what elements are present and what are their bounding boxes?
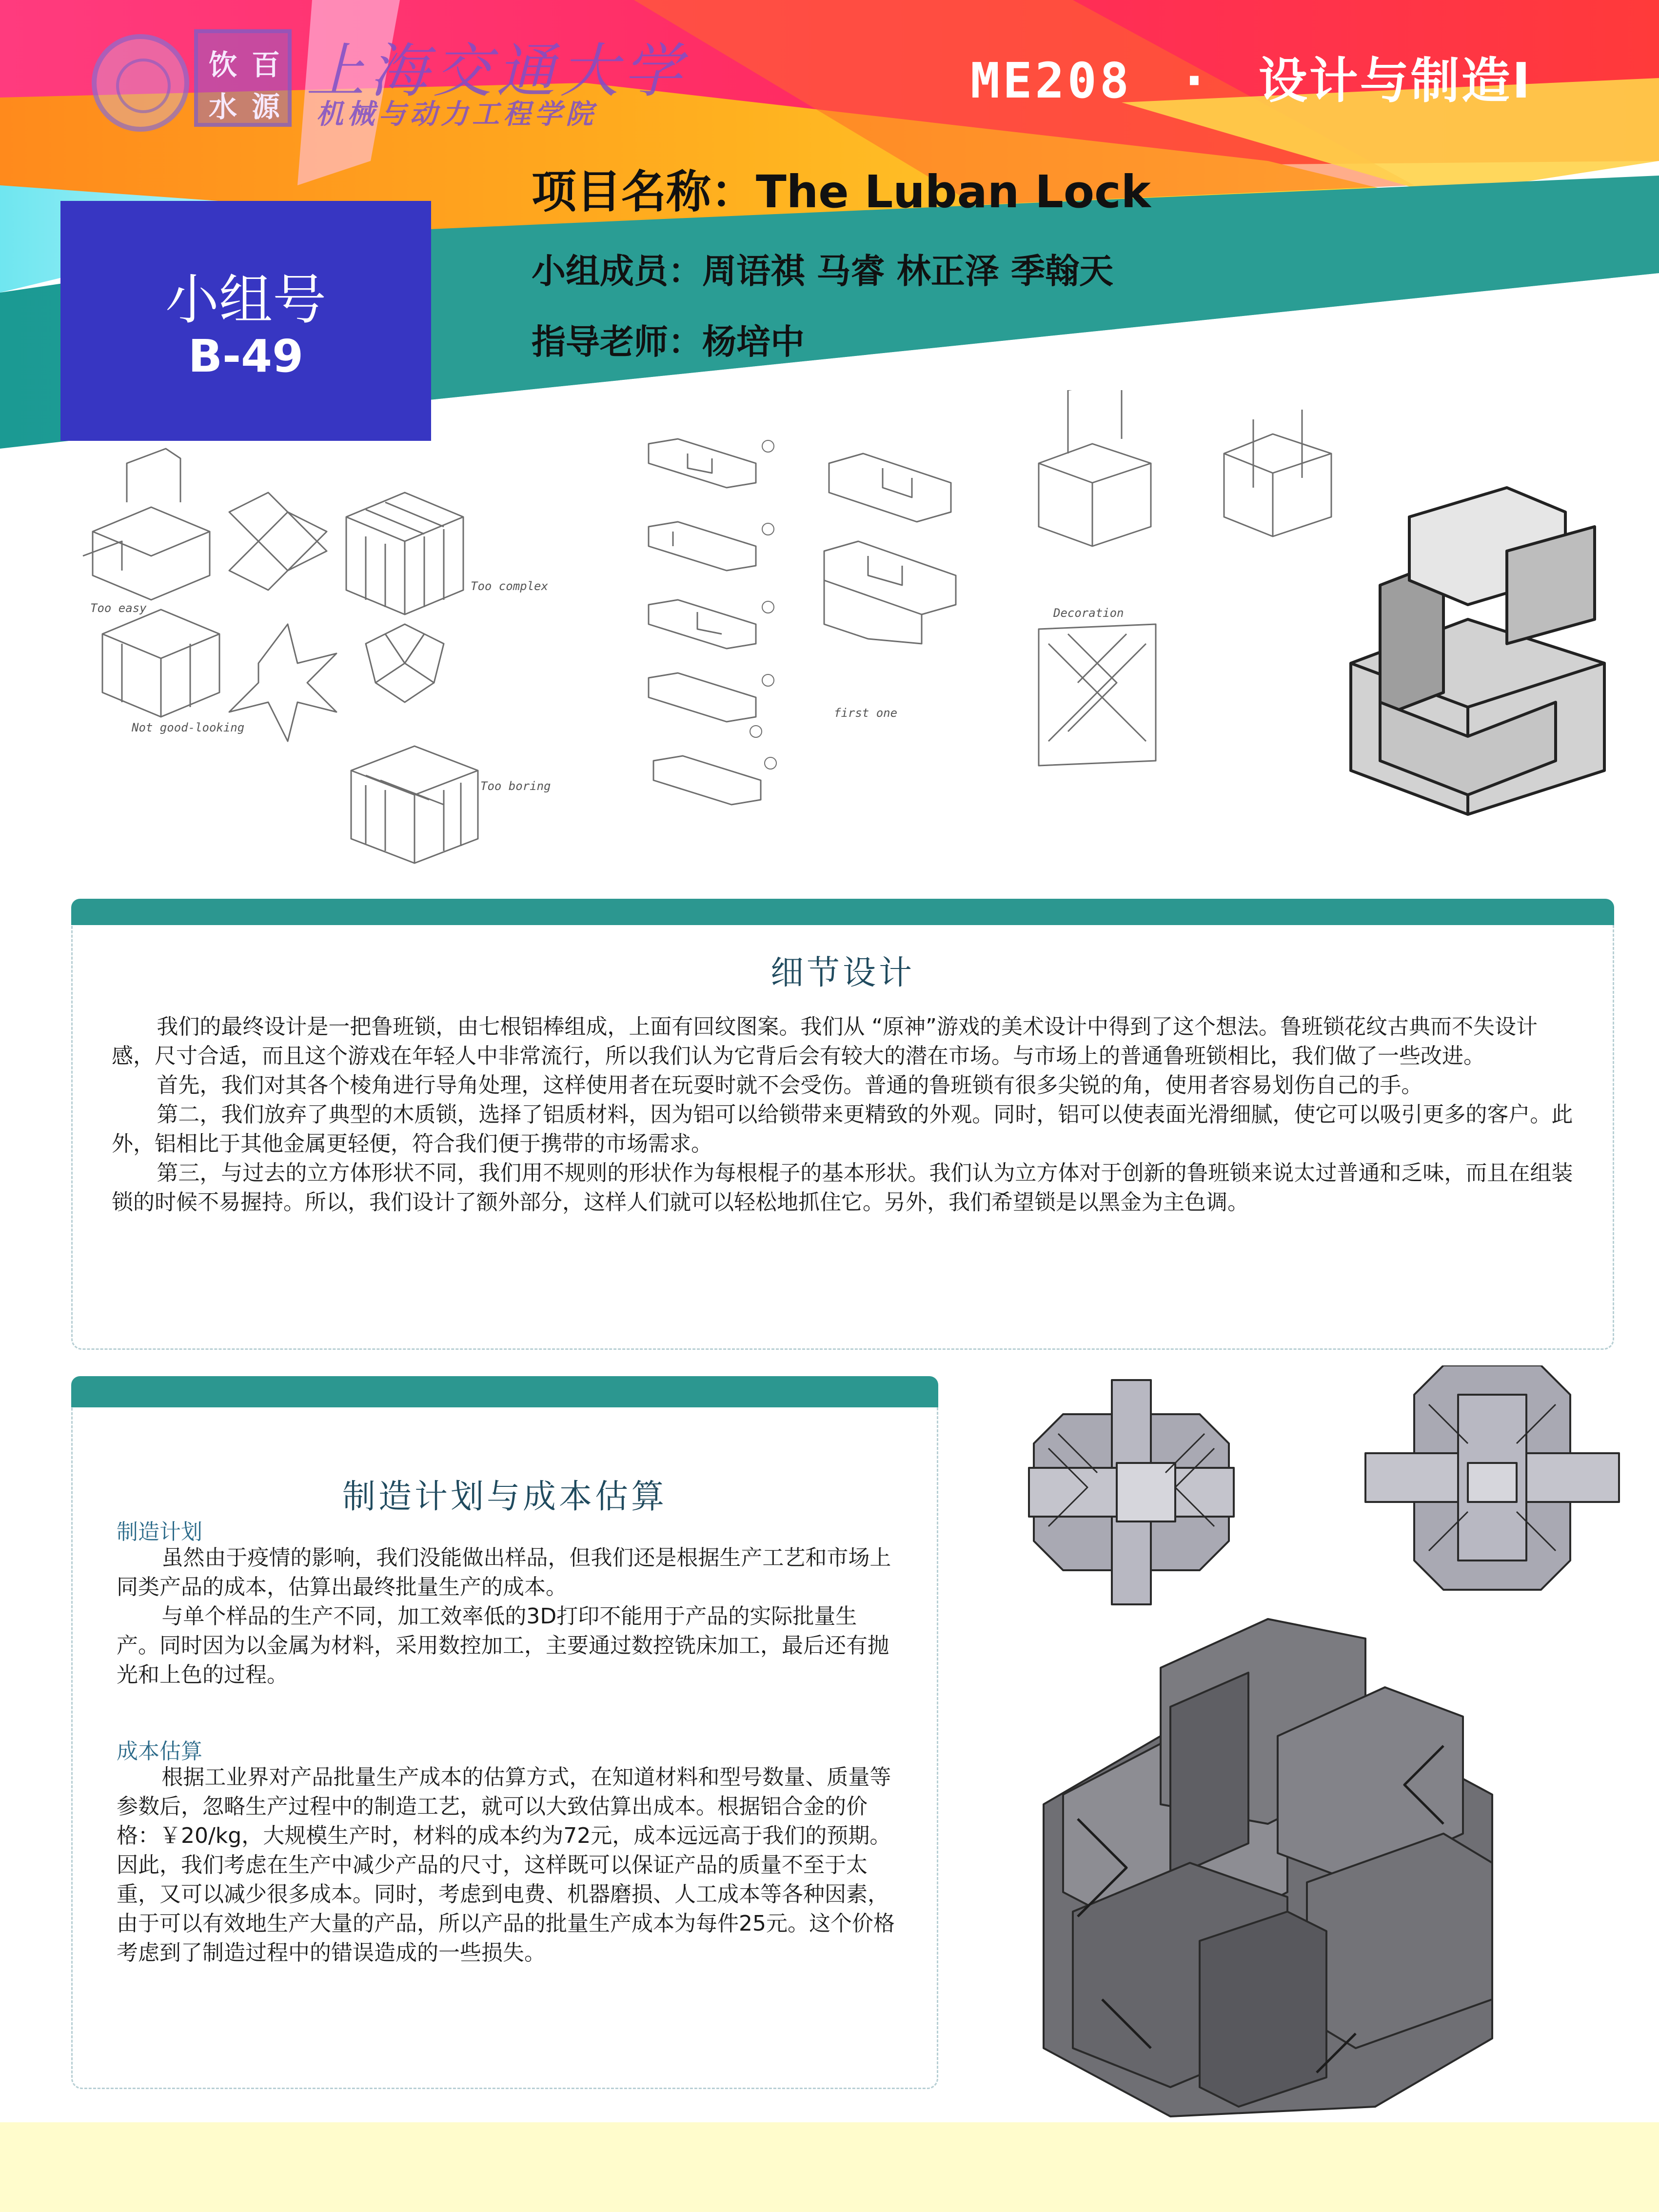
sketch-flower	[366, 624, 444, 702]
group-number: B-49	[188, 330, 304, 382]
sketch-star	[229, 624, 336, 741]
plan-subtitle: 制造计划	[117, 1520, 202, 1544]
plan-paragraph: 虽然由于疫情的影响，我们没能做出样品，但我们还是根据生产工艺和市场上同类产品的成本，估算出最终批量生产的成本。	[117, 1545, 891, 1600]
sketch-complex-cube	[346, 493, 463, 614]
note-too-easy: Too easy	[90, 601, 147, 615]
detail-design-body	[112, 1012, 1575, 1217]
note-too-complex: Too complex	[471, 579, 548, 593]
logo-char: 水	[209, 90, 237, 123]
lock-renders	[1014, 1365, 1624, 2185]
note-too-boring: Too boring	[480, 779, 551, 793]
detail-paragraph: 首先，我们对其各个棱角进行导角处理，这样使用者在玩耍时就不会受伤。普通的鲁班锁有很多尖锐的角，使用者容易划伤自己的手。	[157, 1073, 1423, 1098]
sketch-cube-2	[1224, 410, 1331, 536]
manufacturing-panel	[71, 1376, 938, 2089]
centennial-logo	[194, 29, 292, 127]
course-title	[970, 41, 1532, 112]
project-advisor: 指导老师：杨培中	[532, 322, 805, 362]
project-title: 项目名称：The Luban Lock	[532, 166, 1151, 218]
cost-subtitle: 成本估算	[117, 1739, 202, 1764]
university-seal-logo	[92, 34, 189, 132]
manufacturing-title: 制造计划与成本估算	[342, 1478, 667, 1516]
logo-char: 源	[252, 90, 280, 123]
logo-char: 百	[252, 48, 280, 81]
note-not-good-looking: Not good-looking	[132, 721, 245, 734]
concept-sketches	[63, 390, 1614, 868]
sketch-cross-easy	[83, 449, 210, 600]
lock-top-view-1	[1029, 1380, 1234, 1604]
course-code: ME208	[970, 52, 1132, 109]
note-first-one: first one	[834, 706, 898, 720]
plan-body	[117, 1543, 897, 1690]
sketch-not-good-looking	[102, 610, 219, 717]
sketch-final-lock	[1351, 488, 1604, 814]
panel-header-bar	[71, 1376, 938, 1407]
course-name: 设计与制造Ⅰ	[1258, 52, 1532, 109]
sketch-cube-1	[1039, 390, 1151, 546]
sketch-boring-cube	[351, 746, 478, 863]
cost-body	[117, 1763, 897, 1968]
panel-header-bar	[71, 899, 1614, 925]
detail-paragraph: 第三，与过去的立方体形状不同，我们用不规则的形状作为每根棍子的基本形状。我们认为立方体对于创新的鲁班锁来说太过普通和乏味，而且在组装锁的时候不易握持。所以，我们设计了额外部分，这样人们就可以轻松地抓住它。另外，我们希望锁是以黑金为主色调。	[112, 1161, 1573, 1215]
detail-design-panel	[71, 899, 1614, 1350]
footer-strip	[0, 2122, 1659, 2212]
lock-3d-render	[1044, 1619, 1492, 2116]
detail-paragraph: 第二，我们放弃了典型的木质锁，选择了铝质材料，因为铝可以给锁带来更精致的外观。同时，铝可以使表面光滑细腻，使它可以吸引更多的客户。此外，铝相比于其他金属更轻便，符合我们便于携带的市场需求。	[112, 1102, 1573, 1156]
cost-paragraph: 根据工业界对产品批量生产成本的估算方式，在知道材料和型号数量、质量等参数后，忽略生产过程中的制造工艺，就可以大致估算出成本。根据铝合金的价格：￥20/kg，大规模生产时，材料的成本约为72元，成本远远高于我们的预期。因此，我们考虑在生产中减少产品的尺寸，这样既可以保证产品的质量不至于太重，又可以减少很多成本。同时，考虑到电费、机器磨损、人工成本等各种因素，由于可以有效地生产大量的产品，所以产品的批量生产成本为每件25元。这个价格考虑到了制造过程中的错误造成的一些损失。	[117, 1765, 895, 1965]
detail-paragraph: 我们的最终设计是一把鲁班锁，由七根铝棒组成，上面有回纹图案。我们从 “原神”游戏的美术设计中得到了这个想法。鲁班锁花纹古典而不失设计感，尺寸合适，而且这个游戏在年轻人中非常流行，所以我们认为它背后会有较大的潜在市场。与市场上的普通鲁班锁相比，我们做了一些改进。	[112, 1014, 1538, 1068]
school-name: 机械与动力工程学院	[316, 98, 597, 130]
group-label: 小组号	[165, 269, 326, 331]
course-separator: ·	[1185, 52, 1205, 109]
plan-paragraph: 与单个样品的生产不同，加工效率低的3D打印不能用于产品的实际批量生产。同时因为以金属为材料，采用数控加工，主要通过数控铣床加工，最后还有抛光和上色的过程。	[117, 1604, 889, 1687]
detail-design-title: 细节设计	[770, 954, 915, 992]
sketch-pieces-column	[649, 439, 761, 805]
logo-char: 饮	[209, 48, 237, 81]
lock-top-view-2	[1365, 1365, 1619, 1590]
sketch-first-one	[824, 454, 956, 644]
note-decoration: Decoration	[1053, 606, 1124, 620]
university-name: 上海交通大学	[306, 38, 687, 105]
sketch-x-shape	[229, 493, 327, 590]
project-members: 小组成员：周语祺 马睿 林正泽 季翰天	[532, 251, 1114, 291]
sketch-decoration	[1039, 624, 1156, 766]
